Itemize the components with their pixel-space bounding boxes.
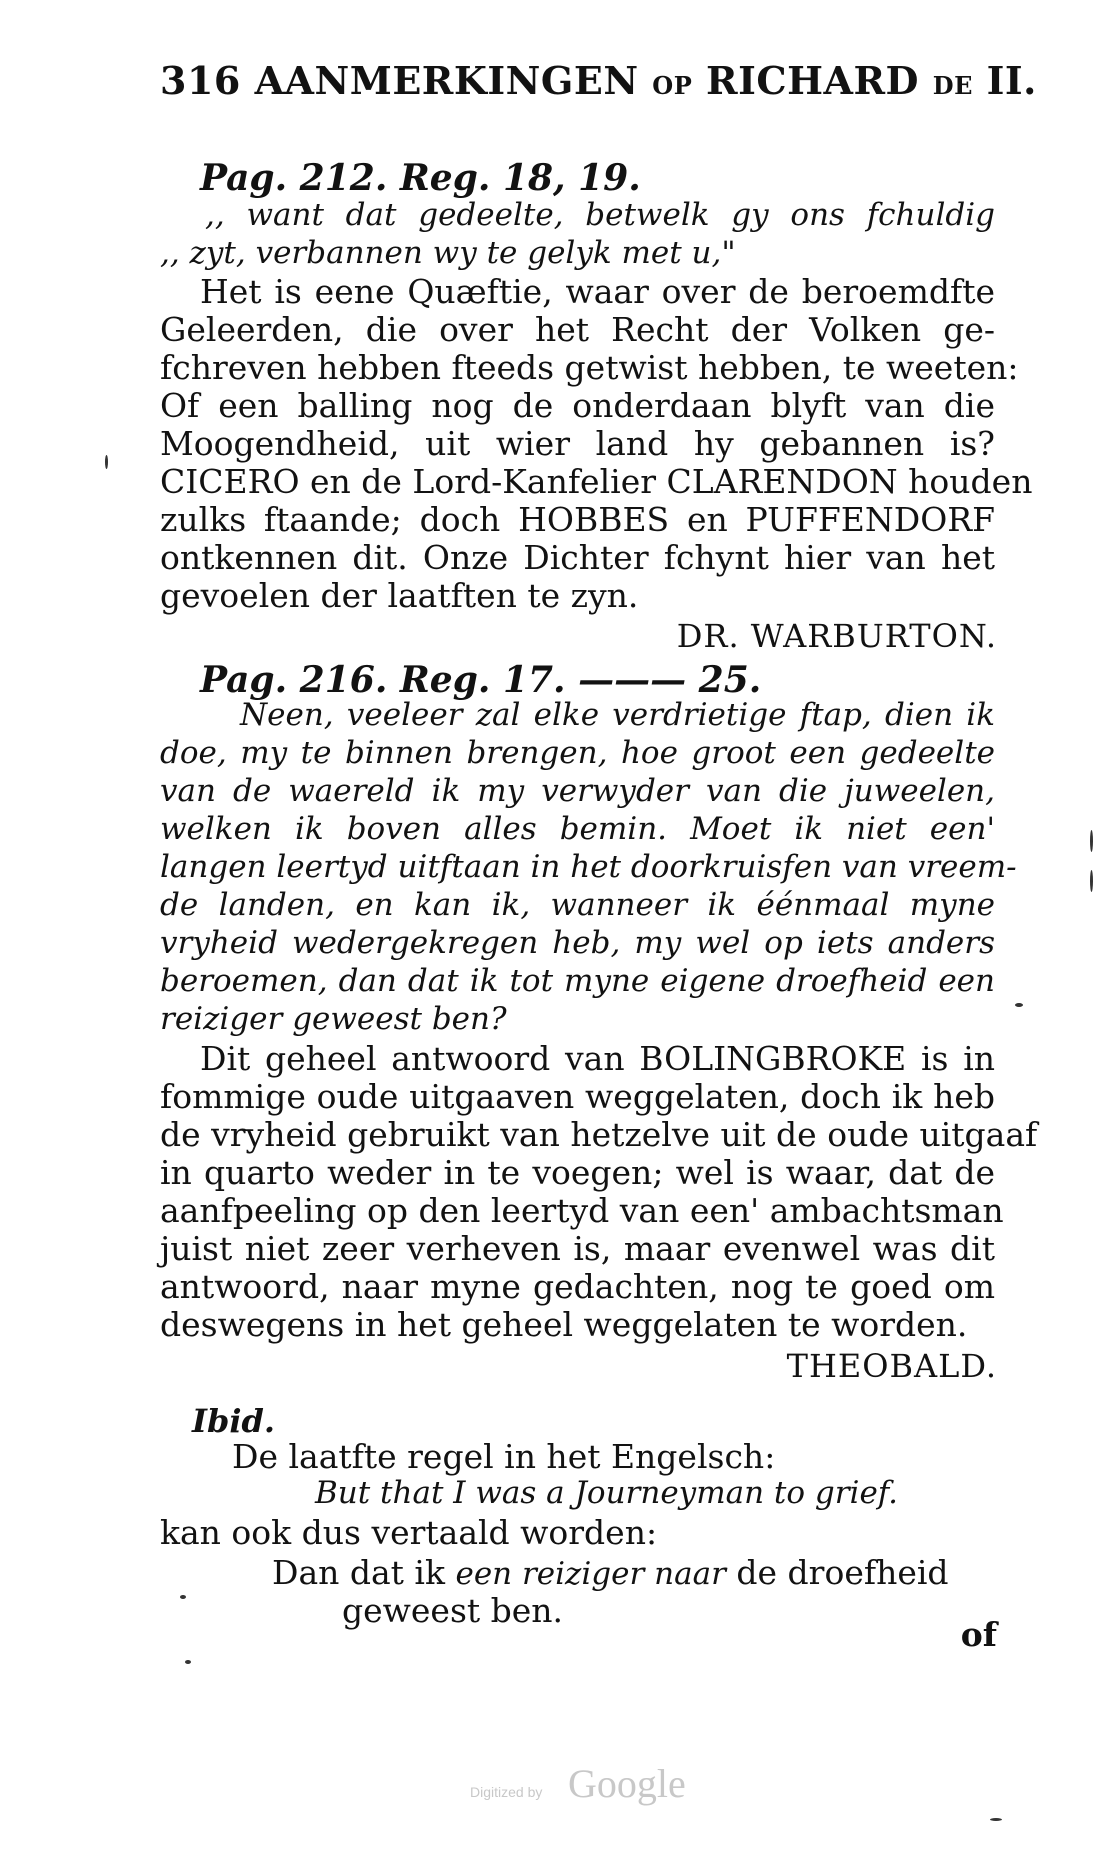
translation-line (272, 1553, 949, 1592)
section1-body-line: CICERO en de Lord-Kanfelier CLARENDON houden (160, 462, 1033, 501)
english-verse: But that I was a Journeyman to grief. (315, 1475, 899, 1511)
section1-body-line: zulks ftaande; doch HOBBES en PUFFENDORF (160, 500, 995, 539)
header-small-2: DE (932, 71, 973, 100)
section2-quote-line: welken ik boven alles bemin. Moet ik niet een' (160, 811, 995, 847)
section2-quote-line: langen leertyd uitftaan in het doorkruisfen van vreem- (160, 849, 1017, 885)
section2-quote-line: beroemen, dan dat ik tot myne eigene droefheid een (160, 963, 995, 999)
section2-body-line: antwoord, naar myne gedachten, nog te goed om (160, 1267, 995, 1306)
header-title-3: II. (986, 58, 1037, 103)
scan-speck (105, 455, 108, 469)
scan-speck (1015, 1003, 1023, 1007)
translation-line: geweest ben. (342, 1591, 564, 1630)
digitized-by-text: Digitized by (470, 1784, 543, 1800)
scan-speck (185, 1660, 191, 1664)
section2-quote-line: van de waereld ik my verwyder van die juweelen, (160, 773, 995, 809)
section2-body-line: in quarto weder in te voegen; wel is waar, dat de (160, 1153, 995, 1192)
scan-speck (1090, 830, 1093, 852)
section1-body-line: Het is eene Quæftie, waar over de beroemdfte (200, 272, 995, 311)
section1-body-line: Geleerden, die over het Recht der Volken ge- (160, 310, 995, 349)
section1-quote-line: ,, want dat gedeelte, betwelk gy ons fchuldig (205, 197, 995, 233)
header-title-2: RICHARD (705, 58, 920, 103)
google-logo: Google (568, 1761, 686, 1806)
section2-body-line: deswegens in het geheel weggelaten te worden. (160, 1305, 968, 1344)
section1-body-line: Moogendheid, uit wier land hy gebannen is? (160, 424, 995, 463)
section2-quote-line: reiziger geweest ben? (160, 1001, 507, 1037)
section1-body-line: ontkennen dit. Onze Dichter fchynt hier van het (160, 538, 995, 577)
section3-line: kan ook dus vertaald worden: (160, 1513, 658, 1552)
section2-quote-line: Neen, veeleer zal elke verdrietige ftap, dien ik (240, 697, 995, 733)
section3-reference: Ibid. (192, 1402, 276, 1440)
section1-body-line: fchreven hebben fteeds getwist hebben, te weeten: (160, 348, 1019, 387)
section1-signature: DR. WARBURTON. (676, 617, 997, 655)
section2-body-line: aanfpeeling op den leertyd van een' ambachtsman (160, 1191, 1004, 1230)
catchword: of (960, 1615, 997, 1654)
section2-quote-line: doe, my te binnen brengen, hoe groot een gedeelte (160, 735, 995, 771)
section2-signature: THEOBALD. (786, 1347, 997, 1385)
section2-quote-line: de landen, en kan ik, wanneer ik éénmaal myne (160, 887, 995, 923)
section1-reference: Pag. 212. Reg. 18, 19. (200, 157, 641, 199)
section3-line: De laatfte regel in het Engelsch: (232, 1437, 776, 1476)
section2-body-line: de vryheid gebruikt van hetzelve uit de oude uitgaaf (160, 1115, 1038, 1154)
scan-speck (990, 1818, 1002, 1821)
section2-quote-line: vryheid wedergekregen heb, my wel op iets anders (160, 925, 995, 961)
section1-quote-line: ,, zyt, verbannen wy te gelyk met u," (160, 235, 736, 271)
section1-body-line: Of een balling nog de onderdaan blyft van die (160, 386, 995, 425)
section2-body-line: Dit geheel antwoord van BOLINGBROKE is in (200, 1039, 995, 1078)
translation-part: de droefheid (725, 1553, 949, 1592)
section1-body-line: gevoelen der laatften te zyn. (160, 576, 639, 615)
running-header (160, 58, 1037, 103)
section2-body-line: fommige oude uitgaaven weggelaten, doch ik heb (160, 1077, 995, 1116)
digitized-watermark (470, 1760, 700, 1810)
header-title-1: AANMERKINGEN (254, 58, 639, 103)
page-number: 316 (160, 58, 241, 103)
translation-part: Dan dat ik (272, 1553, 456, 1592)
scan-speck (1090, 870, 1093, 892)
scan-speck (180, 1595, 186, 1599)
section2-body-line: juist niet zeer verheven is, maar evenwel was dit (160, 1229, 995, 1268)
translation-italic-part: een reiziger naar (455, 1556, 726, 1592)
header-small-1: OP (652, 71, 693, 100)
section2-reference: Pag. 216. Reg. 17. ——— 25. (200, 659, 762, 701)
